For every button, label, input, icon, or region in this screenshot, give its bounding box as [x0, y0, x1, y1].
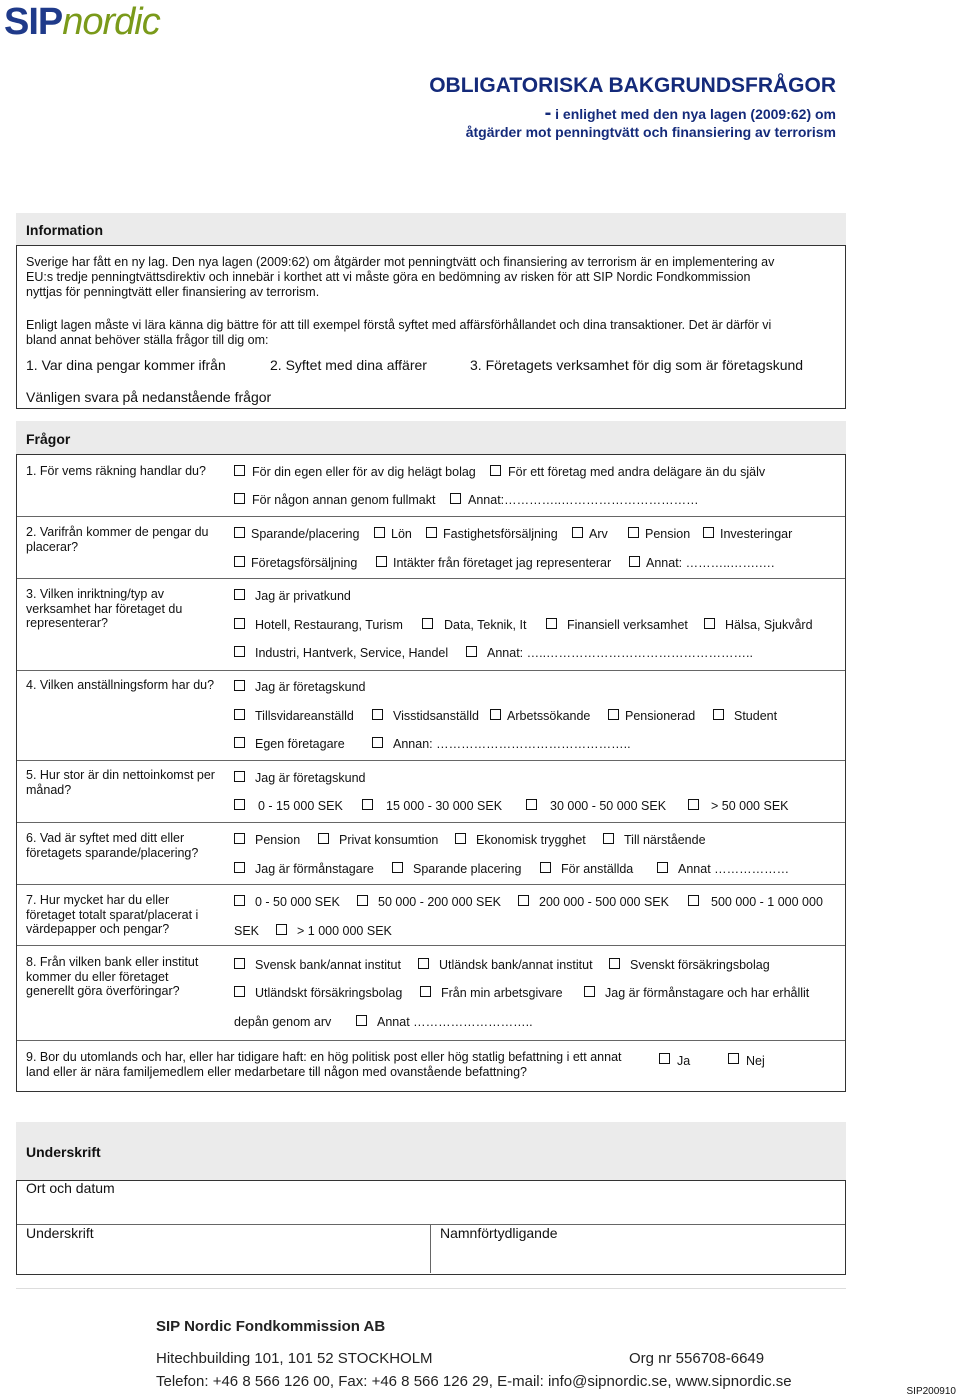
row-divider [17, 516, 845, 517]
option-label: Egen företagare [255, 737, 345, 751]
option-label: Utländsk bank/annat institut [439, 958, 593, 972]
checkbox[interactable] [426, 527, 437, 538]
checkbox[interactable] [628, 527, 639, 538]
option-label: Pensionerad [625, 709, 696, 723]
checkbox[interactable] [234, 833, 245, 844]
option-label: Intäkter från företaget jag representerar [393, 556, 612, 570]
option-label: Annat ……………… [678, 862, 790, 876]
info-paragraph-line: Enligt lagen måste vi lära känna dig bättre för att till exempel förstå syftet med affärsförhållandet och dina transaktioner. Det är därför vi [26, 318, 772, 332]
checkbox[interactable] [572, 527, 583, 538]
info-request: Vänligen svara på nedanstående frågor [26, 389, 272, 405]
signature-divider [17, 1224, 845, 1225]
info-paragraph-line: nyttjas för penningtvätt eller finansiering av terrorism. [26, 285, 320, 299]
option-label: Svenskt försäkringsbolag [630, 958, 770, 972]
checkbox[interactable] [234, 737, 245, 748]
option-label: Lön [391, 527, 412, 541]
checkbox[interactable] [362, 799, 373, 810]
info-item: 2. Syftet med dina affärer [270, 357, 427, 373]
checkbox-yes[interactable] [659, 1053, 670, 1064]
footer-contact: Telefon: +46 8 566 126 00, Fax: +46 8 566 126 29, E-mail: info@sipnordic.se, www.sipnordic.se [156, 1373, 792, 1390]
question-1: 1. För vems räkning handlar du? [26, 464, 206, 478]
checkbox[interactable] [234, 799, 245, 810]
option-label: För ett företag med andra delägare än du själv [508, 465, 766, 479]
row-divider [17, 1040, 845, 1041]
checkbox[interactable] [234, 589, 245, 600]
checkbox[interactable] [546, 618, 557, 629]
option-label: Data, Teknik, It [444, 618, 527, 632]
checkbox[interactable] [234, 986, 245, 997]
checkbox[interactable] [234, 527, 245, 538]
checkbox[interactable] [234, 680, 245, 691]
document-code: SIP200910 [906, 1386, 956, 1397]
option-label: Fastighetsförsäljning [443, 527, 558, 541]
option-label: Tillsvidareanställd [255, 709, 354, 723]
option-label: > 1 000 000 SEK [297, 924, 392, 938]
option-label: Annat: …..………………………………………….. [487, 646, 754, 660]
no-label: Nej [746, 1054, 765, 1068]
option-label: Privat konsumtion [339, 833, 439, 847]
row-divider [17, 822, 845, 823]
checkbox[interactable] [455, 833, 466, 844]
option-label: För någon annan genom fullmakt [252, 493, 436, 507]
checkbox[interactable] [420, 986, 431, 997]
signature-field[interactable]: Underskrift [26, 1225, 94, 1241]
option-label: Svensk bank/annat institut [255, 958, 401, 972]
checkbox[interactable] [374, 527, 385, 538]
option-label: 0 - 15 000 SEK [258, 799, 343, 813]
question-2: 2. Varifrån kommer de pengar du placerar? [26, 525, 209, 554]
checkbox[interactable] [276, 924, 287, 935]
row-divider [17, 670, 845, 671]
option-label: Företagsförsäljning [251, 556, 358, 570]
option-label: Till närstående [624, 833, 706, 847]
footer-company: SIP Nordic Fondkommission AB [156, 1318, 386, 1335]
checkbox[interactable] [234, 465, 245, 476]
info-item: 3. Företagets verksamhet för dig som är företagskund [470, 357, 804, 373]
checkbox[interactable] [490, 465, 501, 476]
question-7: 7. Hur mycket har du eller företaget totalt sparat/placerat i värdepapper och pengar? [26, 893, 199, 936]
checkbox-no[interactable] [728, 1053, 739, 1064]
checkbox[interactable] [603, 833, 614, 844]
option-label: För din egen eller för av dig helägt bolag [252, 465, 476, 479]
checkbox[interactable] [234, 618, 245, 629]
option-label: Visstidsanställd [393, 709, 479, 723]
option-label: 30 000 - 50 000 SEK [550, 799, 667, 813]
checkbox[interactable] [688, 895, 699, 906]
checkbox[interactable] [234, 556, 245, 567]
checkbox[interactable] [450, 493, 461, 504]
info-paragraph-line: EU:s tredje penningtvättsdirektiv och innebär i korthet att vi måste göra en bedömning av risken för att SIP Nordic Fondkommission [26, 270, 751, 284]
option-label: Hotell, Restaurang, Turism [255, 618, 403, 632]
option-label: SEK [234, 924, 260, 938]
option-label: 500 000 - 1 000 000 [711, 895, 823, 909]
option-label: Ekonomisk trygghet [476, 833, 586, 847]
question-6: 6. Vad är syftet med ditt eller företagets sparande/placering? [26, 831, 199, 860]
checkbox[interactable] [609, 958, 620, 969]
question-9-line: land eller är nära familjemedlem eller medarbetare till någon med ovanstående befattning? [26, 1065, 527, 1079]
option-label: Arv [589, 527, 608, 541]
checkbox[interactable] [234, 493, 245, 504]
checkbox[interactable] [713, 709, 724, 720]
option-label: 200 000 - 500 000 SEK [539, 895, 669, 909]
checkbox[interactable] [688, 799, 699, 810]
row-divider [17, 760, 845, 761]
checkbox[interactable] [234, 862, 245, 873]
option-label: Jag är företagskund [255, 771, 366, 785]
checkbox[interactable] [372, 737, 383, 748]
option-label: För anställda [561, 862, 634, 876]
question-9-line: 9. Bor du utomlands och har, eller har tidigare haft: en hög politisk post eller hög statlig befattning i ett annat [26, 1050, 622, 1064]
option-label: Utländskt försäkringsbolag [255, 986, 403, 1000]
footer-org-number: Org nr 556708-6649 [629, 1350, 765, 1367]
checkbox[interactable] [356, 1015, 367, 1026]
name-clarification-field[interactable]: Namnförtydligande [440, 1225, 558, 1241]
option-label: Annat ……………………….. [377, 1015, 533, 1029]
option-label: 50 000 - 200 000 SEK [378, 895, 502, 909]
option-label: Från min arbetsgivare [441, 986, 563, 1000]
option-label: Sparande/placering [251, 527, 360, 541]
option-label: Jag är förmånstagare och har erhållit [605, 986, 810, 1000]
info-paragraph-line: Sverige har fått en ny lag. Den nya lagen (2009:62) om åtgärder mot penningtvätt och finansiering av terrorism är en implementering av [26, 255, 775, 269]
option-label: Hälsa, Sjukvård [725, 618, 813, 632]
checkbox[interactable] [234, 895, 245, 906]
page-title: OBLIGATORISKA BAKGRUNDSFRÅGOR [429, 74, 836, 97]
option-label: Pension [255, 833, 301, 847]
checkbox[interactable] [234, 958, 245, 969]
option-label: 15 000 - 30 000 SEK [386, 799, 503, 813]
place-date-field[interactable]: Ort och datum [26, 1180, 115, 1196]
signature-header [16, 1122, 846, 1180]
checkbox[interactable] [372, 709, 383, 720]
questions-label: Frågor [26, 431, 71, 447]
checkbox[interactable] [526, 799, 537, 810]
checkbox[interactable] [540, 862, 551, 873]
info-item: 1. Var dina pengar kommer ifrån [26, 357, 226, 373]
signature-box [16, 1180, 846, 1275]
signature-label: Underskrift [26, 1144, 101, 1160]
option-label: depån genom arv [234, 1015, 332, 1029]
option-label: 0 - 50 000 SEK [255, 895, 340, 909]
checkbox[interactable] [629, 556, 640, 567]
option-label: Annan: ……………………………………….. [393, 737, 631, 751]
signature-column-divider [430, 1224, 431, 1273]
question-4: 4. Vilken anställningsform har du? [26, 678, 215, 692]
checkbox[interactable] [234, 646, 245, 657]
row-divider [17, 945, 845, 946]
checkbox[interactable] [318, 833, 329, 844]
checkbox[interactable] [422, 618, 433, 629]
question-8: 8. Från vilken bank eller institut kommer du eller företaget generellt göra överföringar? [26, 955, 199, 998]
checkbox[interactable] [234, 709, 245, 720]
checkbox[interactable] [584, 986, 595, 997]
option-label: Student [734, 709, 778, 723]
option-label: Annat:…………..…………………………… [468, 493, 699, 507]
option-label: Jag är förmånstagare [255, 862, 374, 876]
option-label: Jag är privatkund [255, 589, 351, 603]
option-label: Investeringar [720, 527, 793, 541]
question-5: 5. Hur stor är din nettoinkomst per månad? [26, 768, 215, 797]
option-label: Pension [645, 527, 691, 541]
information-label: Information [26, 222, 103, 238]
footer-divider [16, 1288, 846, 1289]
footer-address: Hitechbuilding 101, 101 52 STOCKHOLM [156, 1350, 433, 1367]
information-header [16, 213, 846, 245]
questions-header [16, 421, 846, 454]
option-label: Finansiell verksamhet [567, 618, 688, 632]
page-subtitle: - i enlighet med den nya lagen (2009:62) om åtgärder mot penningtvätt och finansiering av terrorism [465, 102, 836, 140]
checkbox[interactable] [518, 895, 529, 906]
checkbox[interactable] [392, 862, 403, 873]
option-label: Sparande placering [413, 862, 522, 876]
question-3: 3. Vilken inriktning/typ av verksamhet har företaget du representerar? [26, 587, 183, 630]
checkbox[interactable] [234, 771, 245, 782]
option-label: Jag är företagskund [255, 680, 366, 694]
checkbox[interactable] [657, 862, 668, 873]
option-label: Annat: ………..…….…. [646, 556, 775, 570]
checkbox[interactable] [357, 895, 368, 906]
checkbox[interactable] [490, 709, 501, 720]
checkbox[interactable] [704, 618, 715, 629]
checkbox[interactable] [376, 556, 387, 567]
row-divider [17, 884, 845, 885]
checkbox[interactable] [703, 527, 714, 538]
checkbox[interactable] [466, 646, 477, 657]
option-label: Industri, Hantverk, Service, Handel [255, 646, 449, 660]
checkbox[interactable] [608, 709, 619, 720]
yes-label: Ja [677, 1054, 691, 1068]
option-label: Arbetssökande [507, 709, 591, 723]
option-label: > 50 000 SEK [711, 799, 789, 813]
company-logo: SIPnordic [4, 1, 160, 43]
checkbox[interactable] [418, 958, 429, 969]
info-paragraph-line: bland annat behöver ställa frågor till dig om: [26, 333, 269, 347]
row-divider [17, 578, 845, 579]
